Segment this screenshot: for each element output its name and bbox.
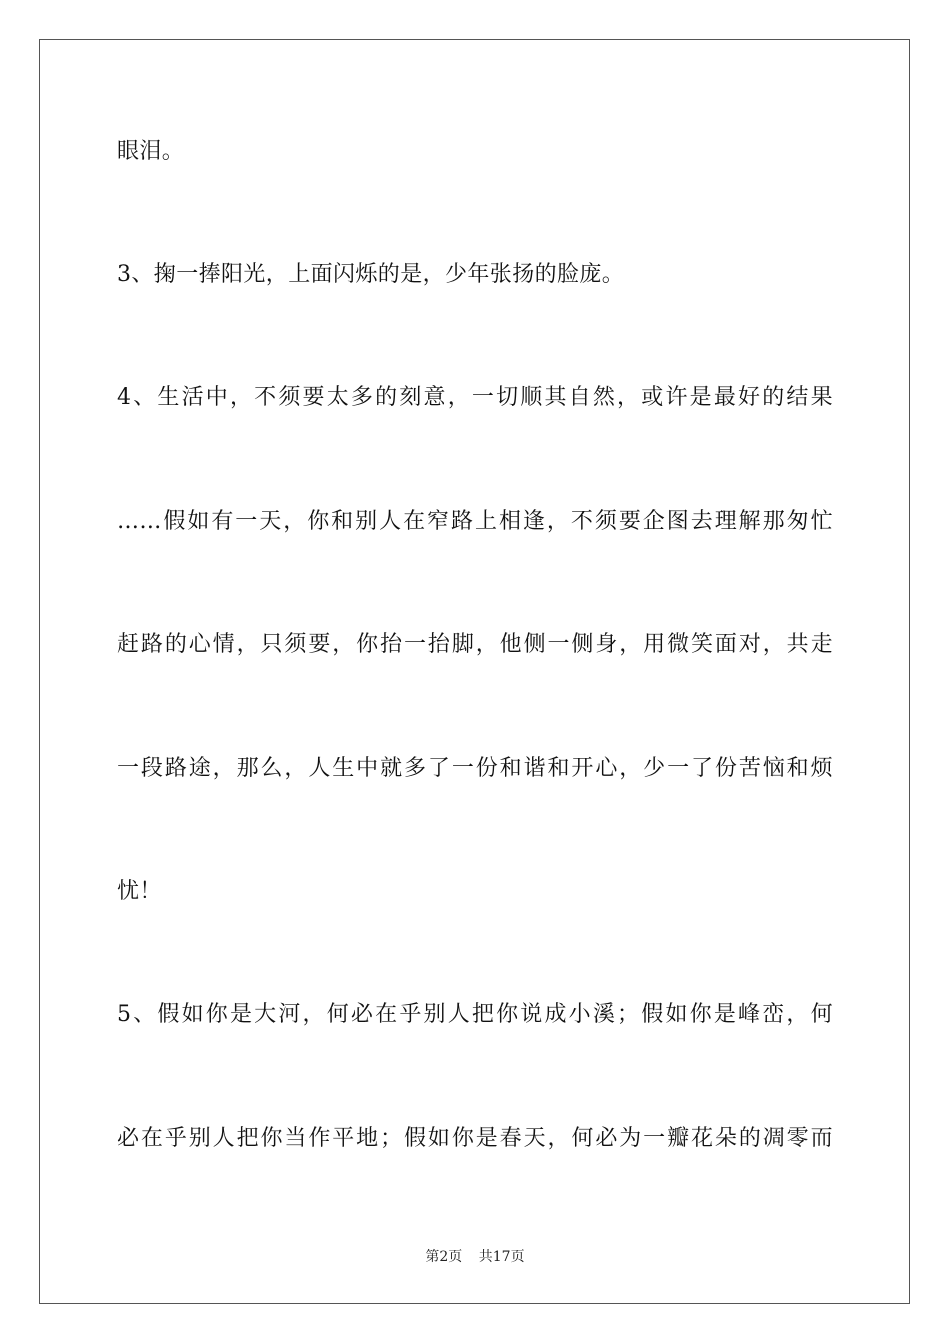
text-line-1: 眼泪。 xyxy=(117,139,185,164)
page-footer xyxy=(0,1248,950,1266)
text-line-2: 3、掬一捧阳光，上面闪烁的是，少年张扬的脸庞。 xyxy=(117,262,625,287)
text-line-7: 忧！ xyxy=(117,879,162,904)
page-frame xyxy=(39,39,910,1304)
text-line-6: 一段路途，那么，人生中就多了一份和谐和开心，少一了份苦恼和烦 xyxy=(117,756,833,781)
text-line-9: 必在乎别人把你当作平地；假如你是春天，何必为一瓣花朵的凋零而 xyxy=(117,1126,833,1151)
text-line-4: ……假如有一天，你和别人在窄路上相逢，不须要企图去理解那匆忙 xyxy=(117,509,833,534)
text-line-3: 4、生活中，不须要太多的刻意，一切顺其自然，或许是最好的结果 xyxy=(117,385,833,410)
text-line-8: 5、假如你是大河，何必在乎别人把你说成小溪；假如你是峰峦，何 xyxy=(117,1002,833,1027)
text-line-5: 赶路的心情，只须要，你抬一抬脚，他侧一侧身，用微笑面对，共走 xyxy=(117,632,833,657)
page-total: 共17页 xyxy=(478,1249,525,1265)
page-number: 第2页 xyxy=(425,1249,463,1265)
